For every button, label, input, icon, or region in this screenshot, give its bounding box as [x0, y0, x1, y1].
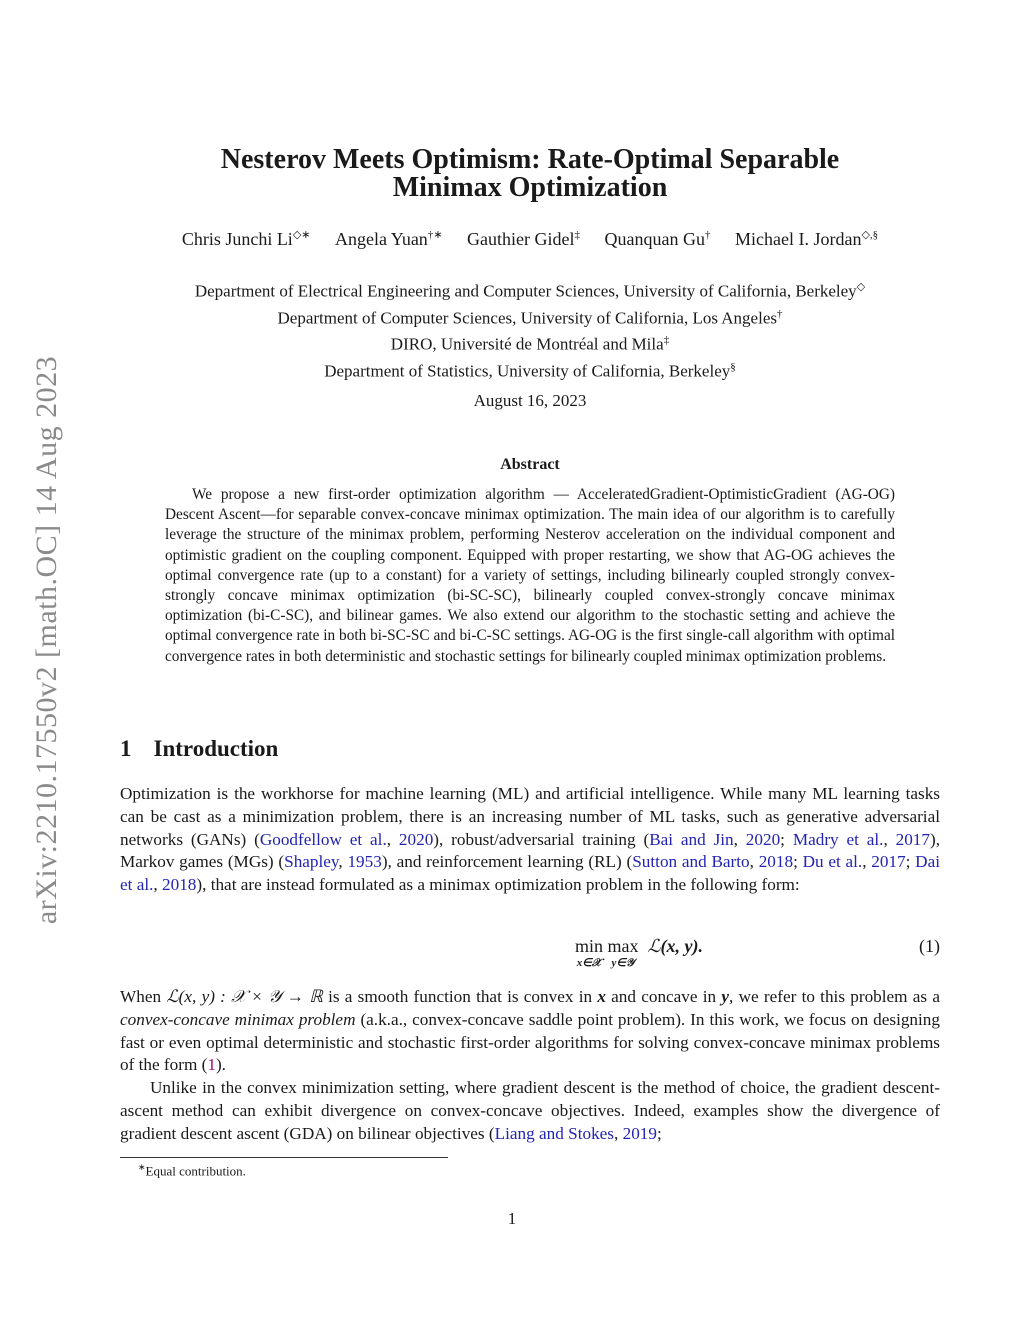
- math-expression: ℒ(x, y) : 𝒳 × 𝒴 → ℝ: [166, 987, 323, 1006]
- citation-link[interactable]: 2020: [745, 829, 781, 849]
- citation-link[interactable]: Bai and Jin: [649, 829, 734, 849]
- affiliation: Department of Electrical Engineering and Computer Sciences, University of California, Berkeley◇: [194, 281, 866, 301]
- arxiv-sidebar-stamp: [27, 0, 67, 1325]
- title-line-2: Minimax Optimization: [392, 172, 668, 203]
- section-number: 1: [120, 736, 132, 761]
- citation-link[interactable]: 2018: [162, 875, 197, 895]
- title-line-1: Nesterov Meets Optimism: Rate-Optimal Separable: [220, 144, 840, 175]
- author: Michael I. Jordan◇,§: [734, 229, 879, 249]
- citation-link[interactable]: Liang and Stokes: [494, 1123, 614, 1143]
- citation-link[interactable]: 2017: [871, 852, 906, 872]
- equation-number: (1): [919, 936, 940, 956]
- affiliation: Department of Computer Sciences, University of California, Los Angeles†: [277, 307, 783, 328]
- min-operator: min x∈𝒳: [575, 936, 604, 969]
- arxiv-id: arXiv:2210.17550v2 [math.OC] 14 Aug 2023: [30, 355, 63, 925]
- citation-link[interactable]: Goodfellow et al.: [259, 829, 387, 849]
- page-number: 1: [507, 1209, 517, 1228]
- emphasis: convex-concave minimax problem: [120, 1009, 356, 1029]
- affiliation: DIRO, Université de Montréal and Mila‡: [390, 334, 670, 354]
- affiliation-list: [120, 276, 940, 383]
- section-heading: [120, 736, 278, 762]
- citation-link[interactable]: 2020: [398, 829, 434, 849]
- affiliation: Department of Statistics, University of California, Berkeley§: [324, 360, 736, 381]
- equation-body: [575, 936, 703, 969]
- intro-paragraph-3: Unlike in the convex minimization setting, where gradient descent is the method of choice, the gradient descent-ascent method can exhibit divergence on convex-concave objectives. Indeed, examples show the divergence of gradient descent ascent (GDA) on bilinear objectives (Liang and Stokes, 2019;: [120, 1078, 940, 1143]
- equation-1: [120, 936, 940, 976]
- citation-link[interactable]: 1953: [347, 852, 382, 872]
- author: Angela Yuan†∗: [335, 229, 443, 249]
- citation-link[interactable]: Sutton and Barto: [632, 852, 750, 872]
- intro-paragraph-1: Optimization is the workhorse for machine learning (ML) and artificial intelligence. While many ML learning tasks can be cast as a minimization problem, there is an increasing number of ML tasks, such as generative adversarial networks (GANs) (Goodfellow et al., 2020), robust/adversarial training (Bai and Jin, 2020; Madry et al., 2017), Markov games (MGs) (Shapley, 1953), and reinforcement learning (RL) (Sutton and Barto, 2018; Du et al., 2017; Dai et al., 2018), that are instead formulated as a minimax optimization problem in the following form:: [120, 784, 941, 895]
- paper-title: [120, 146, 940, 202]
- footnote-rule: [120, 1157, 448, 1158]
- abstract-heading: Abstract: [500, 456, 560, 473]
- author: Quanquan Gu†: [604, 229, 711, 249]
- loss-symbol: ℒ: [647, 936, 661, 956]
- citation-link[interactable]: 2019: [622, 1123, 657, 1143]
- citation-link[interactable]: Du et al.: [802, 852, 863, 872]
- citation-link[interactable]: Madry et al.: [792, 829, 884, 849]
- equation-ref-link[interactable]: 1: [207, 1055, 216, 1075]
- citation-link[interactable]: Shapley: [284, 852, 339, 872]
- footnote: ∗Equal contribution.: [138, 1162, 246, 1179]
- publication-date: August 16, 2023: [473, 391, 587, 410]
- author-list: [120, 228, 940, 250]
- author: Gauthier Gidel‡: [467, 229, 580, 249]
- section-title: Introduction: [153, 736, 279, 761]
- loss-args: (x, y).: [660, 936, 703, 956]
- citation-link[interactable]: Dai et al.: [120, 852, 940, 895]
- abstract-body: We propose a new first-order optimization algorithm — AcceleratedGradient-OptimisticGradient (AG-OG) Descent Ascent—for separable convex-concave minimax optimization. The main idea of our algorithm is to carefully leverage the structure of the minimax problem, performing Nesterov acceleration on the individual component and optimistic gradient on the coupling component. Equipped with proper restarting, we show that AG-OG achieves the optimal convergence rate (up to a constant) for a variety of settings, including bilinearly coupled strongly convex-strongly concave minimax optimization (bi-SC-SC), bilinearly coupled convex-strongly concave minimax optimization (bi-C-SC), and bilinear games. We also extend our algorithm to the stochastic setting and achieve the optimal convergence rate in both bi-SC-SC and bi-C-SC settings. AG-OG is the first single-call algorithm with optimal convergence rates in both deterministic and stochastic settings for bilinearly coupled minimax optimization problems.: [165, 486, 895, 665]
- citation-link[interactable]: 2018: [758, 852, 794, 872]
- citation-link[interactable]: 2017: [895, 829, 930, 849]
- max-operator: max y∈𝒴: [607, 936, 639, 969]
- author: Chris Junchi Li◇∗: [181, 229, 311, 249]
- intro-paragraph-2: When ℒ(x, y) : 𝒳 × 𝒴 → ℝ is a smooth function that is convex in x and concave in y, we refer to this problem as a convex-concave minimax problem (a.k.a., convex-concave saddle point problem). In this work, we focus on designing fast or even optimal deterministic and stochastic first-order algorithms for solving convex-concave minimax problems of the form (1).: [120, 987, 940, 1075]
